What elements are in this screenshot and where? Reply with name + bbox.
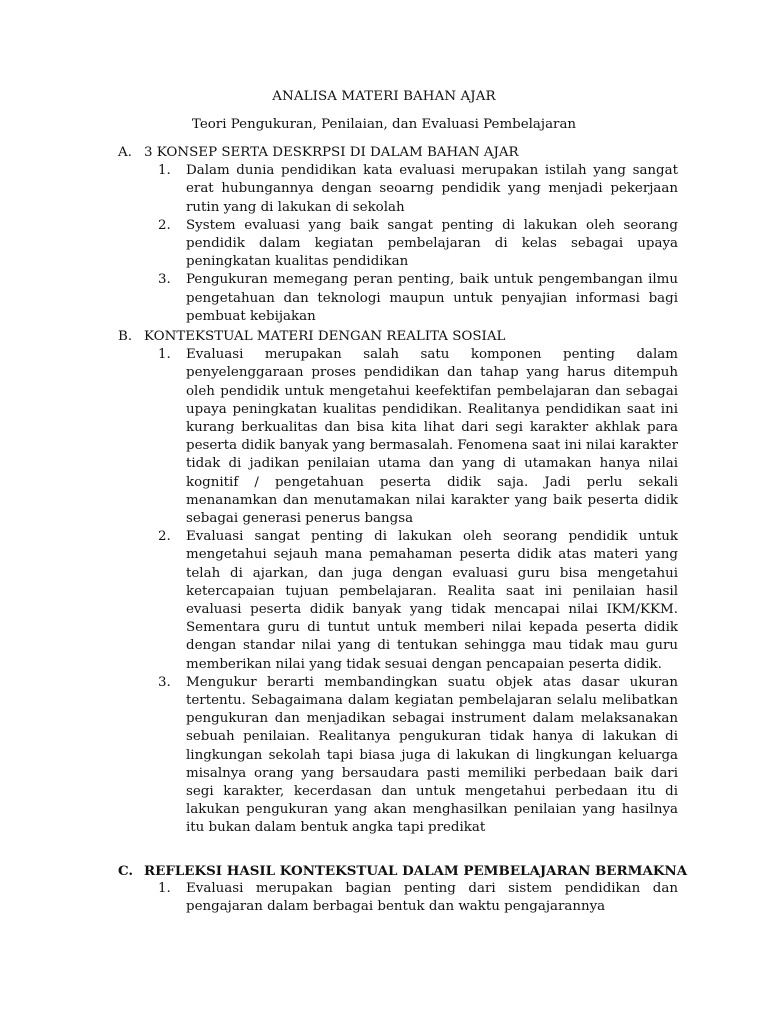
section-a — [118, 144, 678, 326]
document-subtitle: Teori Pengukuran, Penilaian, dan Evaluasi Pembelajaran — [191, 117, 577, 132]
list-text: Evaluasi merupakan bagian penting dari sistem pendidikan dan pengajaran dalam berbagai bentuk dan waktu pengajarannya — [186, 881, 678, 915]
list-item — [118, 162, 678, 217]
list-text: Evaluasi sangat penting di lakukan oleh seorang pendidik untuk mengetahui sejauh mana pemahaman peserta didik atas materi yang telah di ajarkan, dan juga dengan evaluasi guru bisa mengetahui ketercapaian tujuan pembelajaran. Realita saat ini penilaian hasil evaluasi peserta didik banyak yang tidak mencapai nilai IKM/KKM. Sementara guru di tuntut untuk memberi nilai kepada peserta didik dengan standar nilai yang di tentukan sehingga mau tidak mau guru memberikan nilai yang tidak sesuai dengan pencapaian peserta didik. — [186, 529, 678, 672]
list-item — [118, 674, 678, 838]
list-number: 2. — [158, 217, 171, 233]
section-letter: A. — [118, 145, 132, 160]
section-list — [118, 880, 678, 916]
list-number: 1. — [158, 163, 171, 179]
list-number: 1. — [158, 347, 171, 363]
list-item — [118, 346, 678, 528]
section-heading-text: KONTEKSTUAL MATERI DENGAN REALITA SOSIAL — [144, 329, 506, 344]
list-item — [118, 880, 678, 916]
list-text: Pengukuran memegang peran penting, baik untuk pengembangan ilmu pengetahuan dan teknologi maupun untuk penyajian informasi bagi pembuat kebijakan — [186, 272, 678, 324]
section-letter: B. — [118, 329, 133, 344]
list-item — [118, 271, 678, 326]
section-b — [118, 328, 678, 838]
list-text: System evaluasi yang baik sangat penting di lakukan oleh seorang pendidik dalam kegiatan pembelajaran di kelas sebagai upaya peningkatan kualitas pendidikan — [186, 217, 678, 270]
section-list — [118, 162, 678, 326]
section-heading-text: 3 KONSEP SERTA DESKRPSI DI DALAM BAHAN AJAR — [144, 145, 519, 160]
document-title: ANALISA MATERI BAHAN AJAR — [272, 89, 496, 104]
list-text: Evaluasi merupakan salah satu komponen penting dalam penyelenggaraan proses pendidikan dan tahap yang harus ditempuh oleh pendidik untuk mengetahui keefektifan pembelajaran dan sebagai upaya peningkatan kualitas pendidikan. Realitanya pendidikan saat ini kurang berkualitas dan bisa kita lihat dari segi karakter akhlak para peserta didik banyak yang bermasalah. Fenomena saat ini nilai karakter tidak di jadikan penilaian utama dan yang di utamakan hanya nilai kognitif / pengetahuan peserta didik saja. Jadi perlu sekali menanamkan dan menutamakan nilai karakter yang baik peserta didik sebagai generasi penerus bangsa — [186, 347, 678, 527]
list-text: Dalam dunia pendidikan kata evaluasi merupakan istilah yang sangat erat hubungannya dengan seoarng pendidik yang menjadi pekerjaan rutin yang di lakukan di sekolah — [186, 163, 678, 215]
section-letter: C. — [118, 863, 134, 879]
list-text: Mengukur berarti membandingkan suatu objek atas dasar ukuran tertentu. Sebagaimana dalam kegiatan pembelajaran selalu melibatkan pengukuran dan menjadikan sebagai instrument dalam melaksanakan sebuah penilaian. Realitanya pengukuran tidak hanya di lakukan di lingkungan sekolah tapi biasa juga di lakukan di lingkungan keluarga misalnya orang yang bersaudara pasti memiliki perbedaan baik dari segi karakter, kecerdasan dan untuk mengetahui perbedaan itu di lakukan pengukuran yang akan menghasilkan penilaian yang hasilnya itu bukan dalam bentuk angka tapi predikat — [186, 674, 678, 836]
section-list — [118, 346, 678, 837]
list-number: 1. — [158, 881, 171, 897]
section-heading — [118, 328, 678, 346]
section-heading-text: REFLEKSI HASIL KONTEKSTUAL DALAM PEMBELAJARAN BERMAKNA — [144, 863, 688, 879]
list-number: 2. — [158, 529, 171, 545]
section-heading — [118, 862, 688, 880]
section-c — [118, 862, 688, 917]
list-item — [118, 217, 678, 272]
list-number: 3. — [158, 674, 171, 690]
list-number: 3. — [158, 272, 171, 288]
list-item — [118, 528, 678, 674]
section-heading — [118, 144, 678, 162]
